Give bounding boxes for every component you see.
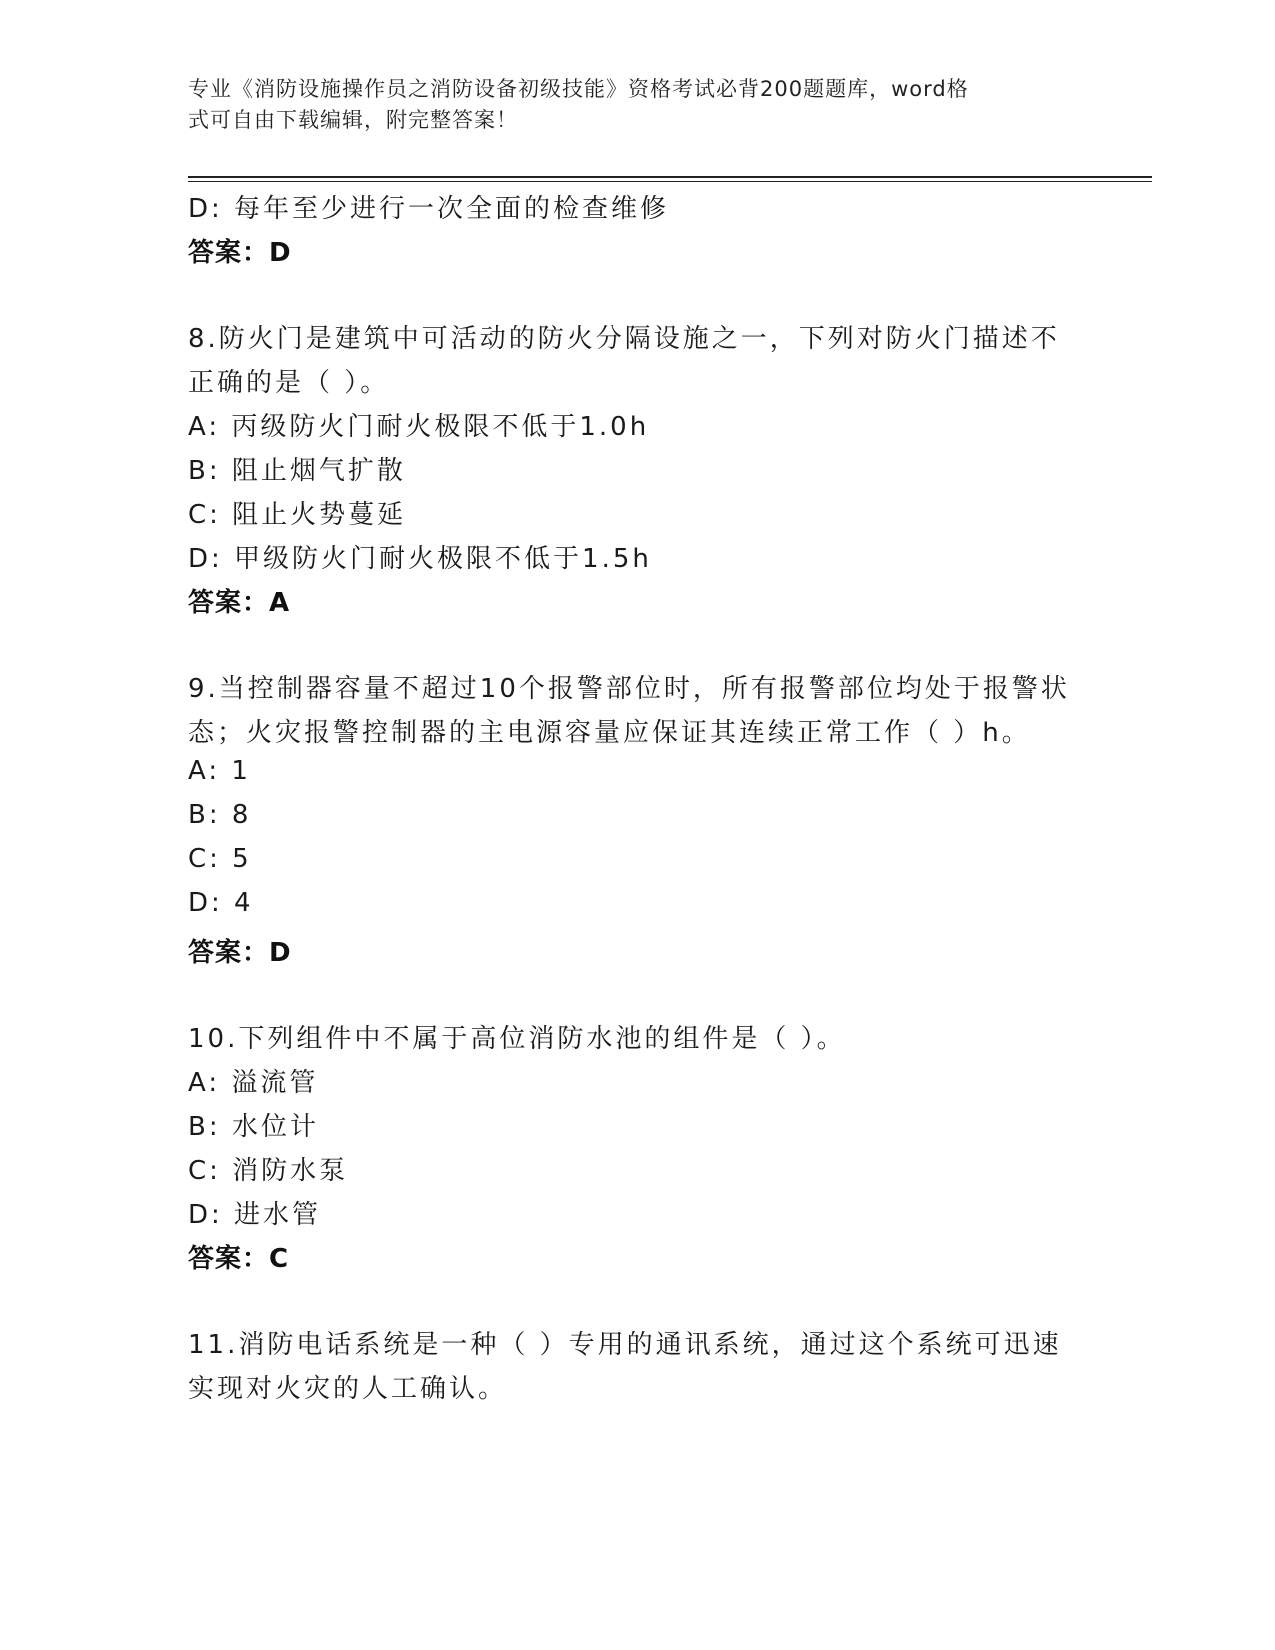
q8-answer: 答案：A: [188, 588, 291, 618]
q10-option-b: B: 水位计: [188, 1112, 319, 1142]
header-line-1: 专业《消防设施操作员之消防设备初级技能》资格考试必背200题题库，word格: [188, 77, 969, 101]
q11-stem-line-2: 实现对火灾的人工确认。: [188, 1374, 508, 1404]
q9-stem-line-1: 9.当控制器容量不超过10个报警部位时，所有报警部位均处于报警状: [188, 674, 1070, 704]
header-line-2: 式可自由下载编辑，附完整答案！: [188, 108, 518, 132]
q8-stem-line-1: 8.防火门是建筑中可活动的防火分隔设施之一，下列对防火门描述不: [188, 324, 1060, 354]
q9-option-d: D: 4: [188, 888, 254, 918]
q10-option-d: D: 进水管: [188, 1200, 322, 1230]
q10-option-a: A: 溢流管: [188, 1068, 319, 1098]
q9-option-a: A: 1: [188, 756, 251, 786]
header-rule-thick: [188, 176, 1152, 178]
page-header: [188, 74, 1068, 136]
q8-option-b: B: 阻止烟气扩散: [188, 456, 406, 486]
q8-option-d: D: 甲级防火门耐火极限不低于1.5h: [188, 544, 652, 574]
prev-option-d: D: 每年至少进行一次全面的检查维修: [188, 194, 670, 224]
q11-stem-line-1: 11.消防电话系统是一种（ ）专用的通讯系统，通过这个系统可迅速: [188, 1330, 1062, 1360]
q8-option-c: C: 阻止火势蔓延: [188, 500, 407, 530]
q9-option-c: C: 5: [188, 844, 252, 874]
q9-answer: 答案：D: [188, 938, 292, 968]
q10-answer: 答案：C: [188, 1244, 290, 1274]
q9-option-b: B: 8: [188, 800, 252, 830]
q8-stem-line-2: 正确的是（ ）。: [188, 368, 390, 398]
prev-answer: 答案：D: [188, 238, 292, 268]
q10-option-c: C: 消防水泵: [188, 1156, 349, 1186]
q10-stem-line-1: 10.下列组件中不属于高位消防水池的组件是（ ）。: [188, 1024, 846, 1054]
q9-stem-line-2: 态；火灾报警控制器的主电源容量应保证其连续正常工作（ ）h。: [188, 718, 1031, 748]
header-rule-thin: [188, 181, 1152, 182]
q8-option-a: A: 丙级防火门耐火极限不低于1.0h: [188, 412, 650, 442]
